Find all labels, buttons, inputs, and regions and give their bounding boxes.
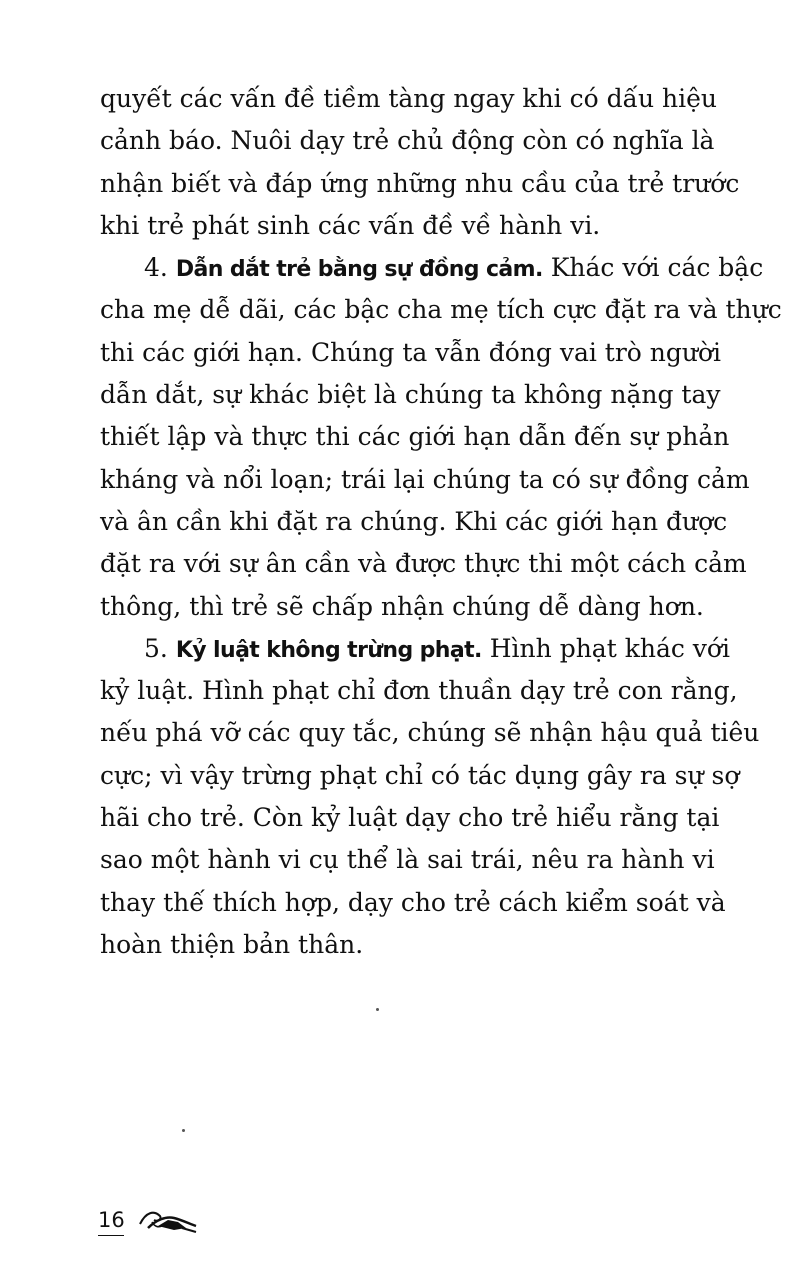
text-line: khi trẻ phát sinh các vấn đề về hành vi. — [100, 210, 601, 240]
text-line: sao một hành vi cụ thể là sai trái, nêu ra hành vi — [100, 845, 715, 875]
item-first-line-text: Khác với các bậc — [550, 253, 764, 283]
item-first-line-text: Hình phạt khác với — [489, 633, 730, 663]
text-line: kháng và nổi loạn; trái lại chúng ta có sự đồng cảm — [100, 464, 750, 494]
text-line: cảnh báo. Nuôi dạy trẻ chủ động còn có nghĩa là — [100, 126, 715, 156]
paragraph-item-4 — [100, 247, 782, 628]
text-line: hoàn thiện bản thân. — [100, 929, 364, 959]
item-first-line — [100, 628, 730, 670]
item-number: 5. — [144, 633, 168, 663]
paragraph-continuation — [100, 78, 740, 247]
text-line: nhận biết và đáp ứng những nhu cầu của trẻ trước — [100, 168, 740, 198]
page-footer — [98, 1202, 218, 1242]
text-line: thông, thì trẻ sẽ chấp nhận chúng dễ dàng hơn. — [100, 591, 704, 621]
page-number-underline — [98, 1235, 124, 1236]
page-number: 16 — [98, 1208, 125, 1232]
scan-speck — [182, 1129, 185, 1132]
text-line: kỷ luật. Hình phạt chỉ đơn thuần dạy trẻ con rằng, — [100, 676, 738, 706]
item-heading: Kỷ luật không trừng phạt. — [175, 637, 482, 663]
text-line: cực; vì vậy trừng phạt chỉ có tác dụng gây ra sự sợ — [100, 760, 740, 790]
paragraph-item-5 — [100, 628, 760, 966]
text-line: dẫn dắt, sự khác biệt là chúng ta không nặng tay — [100, 380, 721, 410]
text-line: cha mẹ dễ dãi, các bậc cha mẹ tích cực đặt ra và thực — [100, 295, 782, 325]
text-line: hãi cho trẻ. Còn kỷ luật dạy cho trẻ hiểu rằng tại — [100, 803, 720, 833]
text-line: nếu phá vỡ các quy tắc, chúng sẽ nhận hậu quả tiêu — [100, 718, 760, 748]
body-text — [100, 78, 782, 966]
item-number: 4. — [144, 253, 168, 283]
quill-ornament-icon — [138, 1202, 198, 1238]
text-line: quyết các vấn đề tiềm tàng ngay khi có dấu hiệu — [100, 84, 717, 113]
text-line: thiết lập và thực thi các giới hạn dẫn đến sự phản — [100, 422, 730, 452]
text-line: và ân cần khi đặt ra chúng. Khi các giới hạn được — [100, 506, 728, 536]
text-line: thi các giới hạn. Chúng ta vẫn đóng vai trò người — [100, 337, 722, 367]
scan-speck — [376, 1008, 379, 1011]
item-heading: Dẫn dắt trẻ bằng sự đồng cảm. — [175, 257, 543, 283]
text-line: thay thế thích hợp, dạy cho trẻ cách kiểm soát và — [100, 887, 726, 917]
item-first-line — [100, 247, 764, 289]
text-line: đặt ra với sự ân cần và được thực thi một cách cảm — [100, 549, 747, 579]
